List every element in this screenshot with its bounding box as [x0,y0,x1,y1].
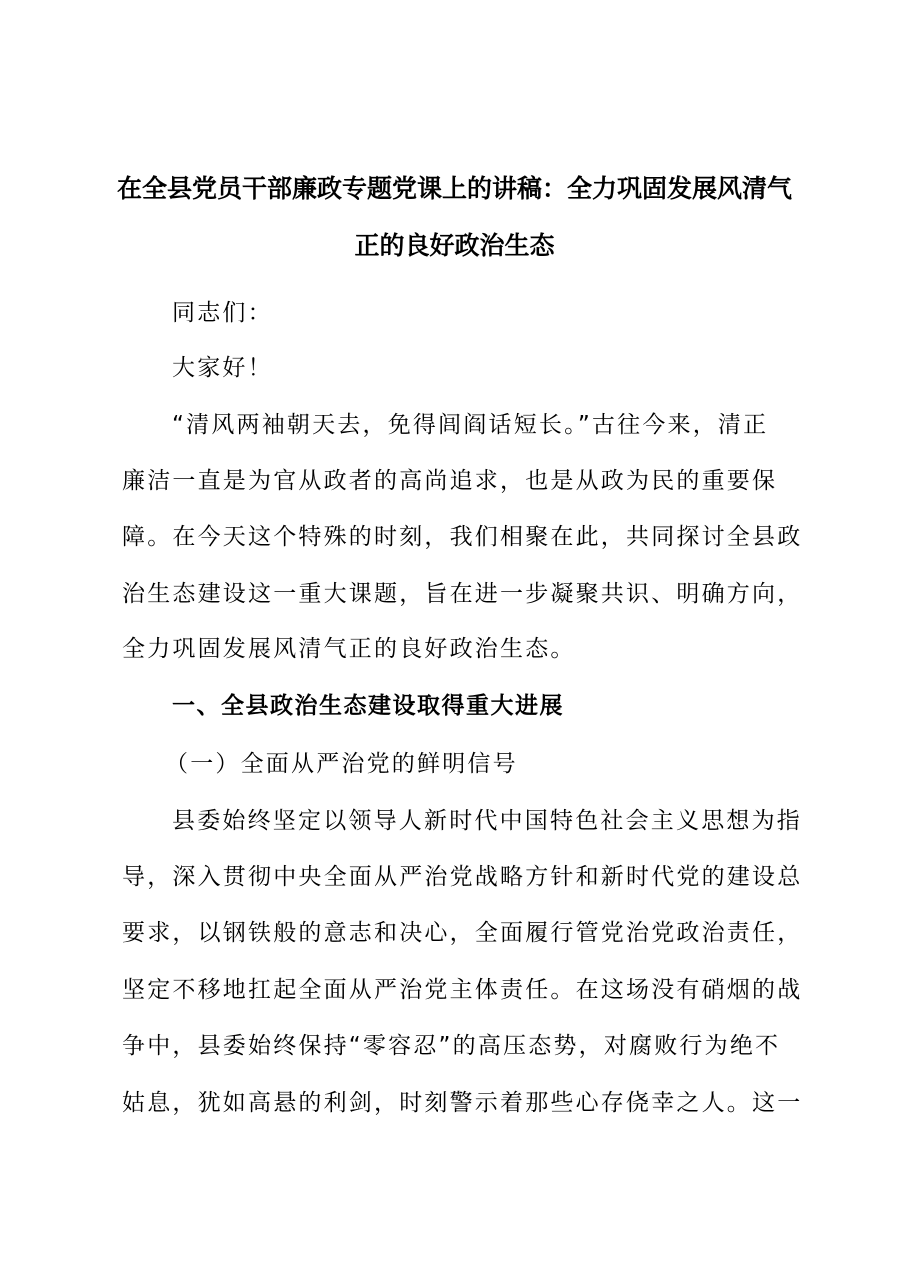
paragraph-line: 治生态建设这一重大课题，旨在进一步凝聚共识、明确方向， [122,581,803,607]
paragraph-line: 障。在今天这个特殊的时刻，我们相聚在此，共同探讨全县政 [122,524,803,550]
paragraph-line: 争中，县委始终保持“零容忍”的高压态势，对腐败行为绝不 [122,1033,781,1059]
paragraph-line: 要求，以钢铁般的意志和决心，全面履行管党治党政治责任， [122,920,803,946]
paragraph-line: 全力巩固发展风清气正的良好政治生态。 [122,636,576,662]
section-heading: 一、全县政治生态建设取得重大进展 [172,693,564,719]
paragraph-line: 县委始终坚定以领导人新时代中国特色社会主义思想为指 [172,808,802,834]
paragraph-line: 廉洁一直是为官从政者的高尚追求，也是从政为民的重要保 [122,468,778,494]
document-title-line-2: 正的良好政治生态 [354,231,555,260]
paragraph-line: 坚定不移地扛起全面从严治党主体责任。在这场没有硝烟的战 [122,977,803,1003]
paragraph-line: 姑息，犹如高悬的利剑，时刻警示着那些心存侥幸之人。这一 [122,1090,803,1116]
salutation: 大家好！ [172,355,273,381]
document-title-line-1: 在全县党员干部廉政专题党课上的讲稿：全力巩固发展风清气 [116,174,792,203]
greeting: 同志们： [172,300,273,326]
subsection-heading: （一）全面从严治党的鲜明信号 [165,751,518,777]
paragraph-line: “清风两袖朝天去，免得闾阎话短长。”古往今来，清正 [172,412,769,438]
paragraph-line: 导，深入贯彻中央全面从严治党战略方针和新时代党的建设总 [122,864,803,890]
